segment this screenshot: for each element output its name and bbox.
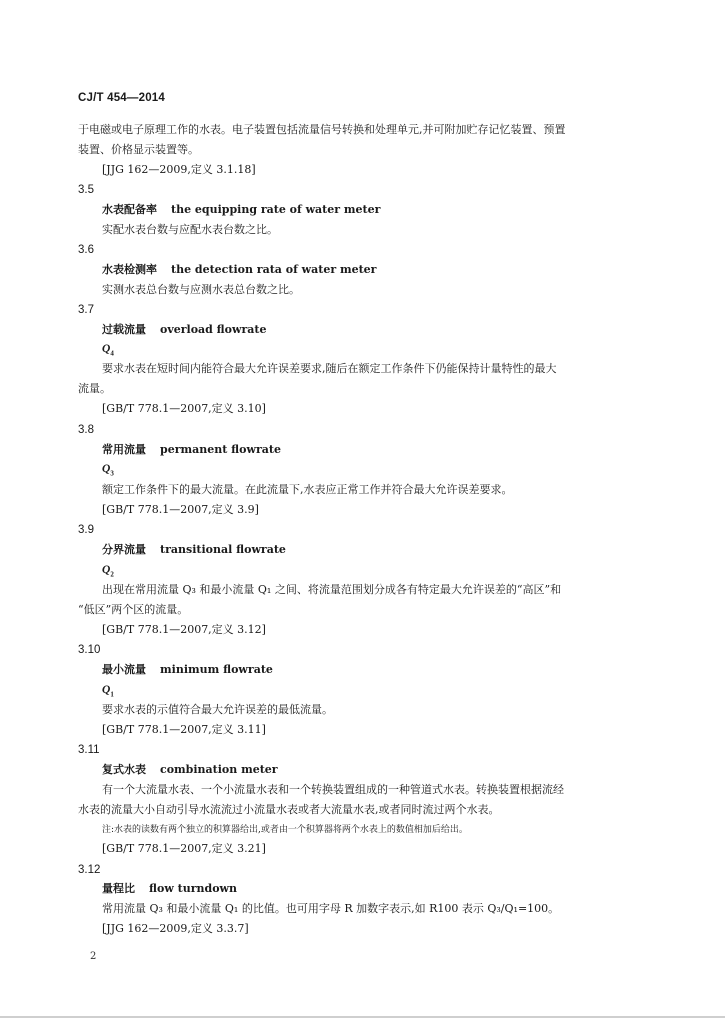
term-3-12 xyxy=(102,882,237,896)
term-cn: 量程比 xyxy=(102,882,135,895)
intro-reference: [JJG 162—2009,定义 3.1.18] xyxy=(102,163,256,176)
bottom-divider xyxy=(0,1016,725,1018)
term-cn: 过载流量 xyxy=(102,323,146,336)
clause-number-3-11: 3.11 xyxy=(78,744,100,756)
term-3-9 xyxy=(102,543,286,557)
definition-3-7-line-2: 流量。 xyxy=(78,382,111,395)
intro-line-2: 装置、价格显示装置等。 xyxy=(78,143,199,156)
reference-3-9: [GB/T 778.1—2007,定义 3.12] xyxy=(102,623,266,636)
intro-line-1: 于电磁或电子原理工作的水表。电子装置包括流量信号转换和处理单元,并可附加贮存记忆装置、预置 xyxy=(78,123,566,136)
symbol-subscript: 4 xyxy=(110,349,114,358)
reference-3-7: [GB/T 778.1—2007,定义 3.10] xyxy=(102,402,266,415)
symbol-3-8 xyxy=(102,462,114,480)
symbol-subscript: 1 xyxy=(110,690,114,699)
term-cn: 分界流量 xyxy=(102,543,146,556)
symbol-3-10 xyxy=(102,683,114,701)
term-3-7 xyxy=(102,323,267,337)
definition-3-9-line-1: 出现在常用流量 Q₃ 和最小流量 Q₁ 之间、将流量范围划分成各有特定最大允许误差的“高区”和 xyxy=(102,583,562,596)
clause-number-3-9: 3.9 xyxy=(78,524,94,536)
definition-3-11-line-1: 有一个大流量水表、一个小流量水表和一个转换装置组成的一种管道式水表。转换装置根据流经 xyxy=(102,783,564,796)
symbol-subscript: 3 xyxy=(110,469,114,478)
clause-number-3-12: 3.12 xyxy=(78,864,101,876)
definition-3-9-line-2: “低区”两个区的流量。 xyxy=(78,603,189,616)
clause-number-3-8: 3.8 xyxy=(78,424,94,436)
term-3-8 xyxy=(102,443,281,457)
term-en: combination meter xyxy=(160,763,278,776)
symbol-subscript: 2 xyxy=(110,570,114,579)
term-en: flow turndown xyxy=(149,882,237,895)
term-cn: 水表配备率 xyxy=(102,203,157,216)
symbol-letter: Q xyxy=(102,564,111,576)
definition-3-5: 实配水表台数与应配水表台数之比。 xyxy=(102,223,278,236)
definition-3-10: 要求水表的示值符合最大允许误差的最低流量。 xyxy=(102,703,333,716)
term-3-10 xyxy=(102,663,273,677)
term-3-6 xyxy=(102,263,376,277)
clause-number-3-6: 3.6 xyxy=(78,244,94,256)
clause-number-3-7: 3.7 xyxy=(78,304,94,316)
page-number: 2 xyxy=(90,951,97,962)
term-3-5 xyxy=(102,203,380,217)
term-cn: 复式水表 xyxy=(102,763,146,776)
clause-number-3-5: 3.5 xyxy=(78,184,94,196)
term-cn: 常用流量 xyxy=(102,443,146,456)
reference-3-10: [GB/T 778.1—2007,定义 3.11] xyxy=(102,723,266,736)
symbol-3-9 xyxy=(102,563,114,581)
term-cn: 最小流量 xyxy=(102,663,146,676)
symbol-3-7 xyxy=(102,342,114,360)
term-en: minimum flowrate xyxy=(160,663,273,676)
term-cn: 水表检测率 xyxy=(102,263,157,276)
definition-3-6: 实测水表总台数与应测水表总台数之比。 xyxy=(102,283,300,296)
term-en: permanent flowrate xyxy=(160,443,281,456)
term-en: overload flowrate xyxy=(160,323,267,336)
term-3-11 xyxy=(102,763,278,777)
clause-number-3-10: 3.10 xyxy=(78,644,101,656)
term-en: the equipping rate of water meter xyxy=(171,203,381,216)
definition-3-12: 常用流量 Q₃ 和最小流量 Q₁ 的比值。也可用字母 R 加数字表示,如 R100 表示 Q₃/Q₁=100。 xyxy=(102,902,560,915)
symbol-letter: Q xyxy=(102,684,111,696)
term-en: the detection rata of water meter xyxy=(171,263,377,276)
term-en: transitional flowrate xyxy=(160,543,286,556)
definition-3-11-line-2: 水表的流量大小自动引导水流流过小流量水表或者大流量水表,或者同时流过两个水表。 xyxy=(78,803,500,816)
reference-3-11: [GB/T 778.1—2007,定义 3.21] xyxy=(102,842,266,855)
definition-3-7-line-1: 要求水表在短时间内能符合最大允许误差要求,随后在额定工作条件下仍能保持计量特性的最大 xyxy=(102,362,557,375)
standard-code: CJ/T 454—2014 xyxy=(78,92,165,104)
reference-3-12: [JJG 162—2009,定义 3.3.7] xyxy=(102,922,249,935)
note-3-11: 注:水表的读数有两个独立的积算器给出,或者由一个积算器将两个水表上的数值相加后给出。 xyxy=(102,825,468,835)
symbol-letter: Q xyxy=(102,463,111,475)
symbol-letter: Q xyxy=(102,343,111,355)
reference-3-8: [GB/T 778.1—2007,定义 3.9] xyxy=(102,503,259,516)
definition-3-8: 额定工作条件下的最大流量。在此流量下,水表应正常工作并符合最大允许误差要求。 xyxy=(102,483,513,496)
